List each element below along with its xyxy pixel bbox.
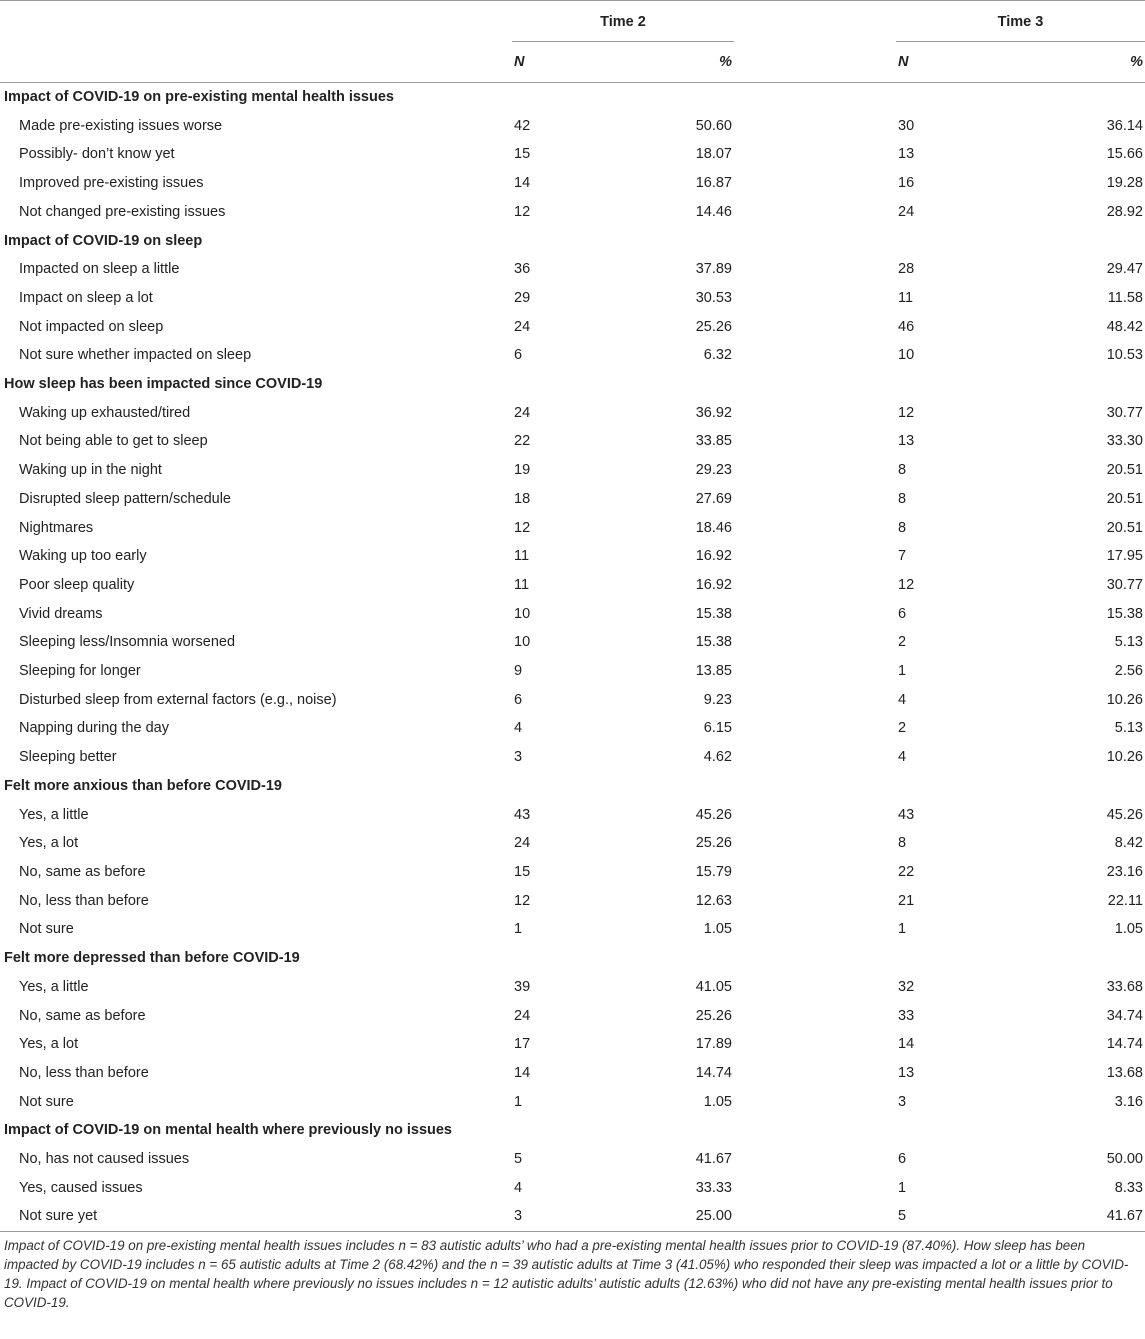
time3-pct-cell: 34.74: [1106, 1007, 1143, 1024]
time2-n-cell: 1: [514, 921, 523, 938]
row-label: Yes, a little: [19, 806, 89, 823]
time2-n-cell: 24: [514, 404, 531, 421]
time2-n-cell: 9: [514, 663, 523, 680]
time3-n-cell: 11: [898, 289, 914, 306]
row-label: Possibly- don’t know yet: [19, 146, 175, 163]
row-label: Disturbed sleep from external factors (e.g., noise): [19, 691, 337, 708]
time3-pct-cell: 45.26: [1106, 806, 1143, 823]
time2-n-cell: 4: [514, 720, 523, 737]
time3-n-cell: 46: [898, 318, 915, 335]
time3-n-cell: 3: [898, 1093, 907, 1110]
spacer-cell: [734, 112, 896, 141]
group-title: How sleep has been impacted since COVID-19: [4, 376, 323, 393]
time2-pct-cell: 45.26: [695, 806, 732, 823]
time2-pct-cell: 15.79: [695, 863, 732, 880]
spacer-cell: [734, 1174, 896, 1203]
time2-pct-cell: 25.26: [695, 835, 732, 852]
time2-pct-cell: 16.87: [695, 175, 732, 192]
time3-n-cell: 6: [898, 1151, 907, 1168]
time2-pct-cell: 25.26: [695, 1007, 732, 1024]
time2-pct-cell: 16.92: [695, 548, 732, 565]
time3-n-cell: 5: [896, 1202, 1006, 1231]
time3-pct-cell: 30.77: [1106, 404, 1143, 421]
time2-n-cell: 15: [514, 863, 531, 880]
table-row: [0, 313, 1145, 342]
spacer-cell: [734, 915, 896, 944]
row-label: Vivid dreams: [19, 605, 103, 622]
time2-pct-cell: 6.15: [703, 720, 732, 737]
time2-n-cell: 12: [514, 203, 531, 220]
table-row: [0, 858, 1145, 887]
row-label: Sleeping better: [19, 749, 117, 766]
time3-pct-cell: 5.13: [1114, 720, 1143, 737]
time3-pct-cell: 3.16: [1114, 1093, 1143, 1110]
group-header-row: [0, 944, 1145, 973]
time2-n-cell: 1: [514, 1093, 523, 1110]
row-label: Improved pre-existing issues: [19, 175, 204, 192]
group-header-row: [0, 772, 1145, 801]
row-label: Napping during the day: [19, 720, 169, 737]
spacer-cell: [734, 1059, 896, 1088]
time2-n-cell: 3: [514, 749, 523, 766]
table-row: [0, 255, 1145, 284]
row-label: Not sure yet: [0, 1202, 512, 1231]
time2-pct-cell: 6.32: [703, 347, 732, 364]
time3-n-cell: 1: [898, 663, 907, 680]
time3-pct-cell: 29.47: [1106, 261, 1143, 278]
time3-n-cell: 8: [898, 462, 907, 479]
time2-n-cell: 15: [514, 146, 531, 163]
spacer-cell: [734, 198, 896, 227]
spacer-cell: [734, 485, 896, 514]
spacer-cell: [734, 313, 896, 342]
time3-n-cell: 2: [898, 634, 907, 651]
time2-pct-cell: 41.05: [695, 978, 732, 995]
time3-pct-cell: 14.74: [1106, 1036, 1143, 1053]
time3-n-cell: 30: [898, 117, 915, 134]
time2-n-cell: 36: [514, 261, 531, 278]
spacer-cell: [734, 284, 896, 313]
time3-pct-cell: 5.13: [1114, 634, 1143, 651]
row-label: No, same as before: [19, 863, 146, 880]
row-label: No, less than before: [19, 892, 149, 909]
table-row: [0, 743, 1145, 772]
time2-pct-cell: 25.00: [622, 1202, 734, 1231]
time2-pct-cell: 18.07: [695, 146, 732, 163]
time2-pct-cell: 27.69: [695, 490, 732, 507]
time3-pct-cell: 20.51: [1106, 462, 1143, 479]
group-header-row: [0, 83, 1145, 112]
row-label: Waking up exhausted/tired: [19, 404, 191, 421]
column-header-row: [0, 42, 1145, 83]
table-row: [0, 571, 1145, 600]
group-title: Impact of COVID-19 on sleep: [4, 232, 203, 249]
table-row: [0, 169, 1145, 198]
table-row: [0, 198, 1145, 227]
time2-header: Time 2: [512, 1, 734, 42]
time2-n-cell: 14: [514, 175, 531, 192]
table-row: [0, 341, 1145, 370]
table-row: [0, 514, 1145, 543]
spacer-cell: [734, 1202, 896, 1231]
time2-pct-cell: 16.92: [695, 576, 732, 593]
time3-pct-cell: 20.51: [1106, 519, 1143, 536]
table-row: [0, 427, 1145, 456]
time3-pct-cell: 28.92: [1106, 203, 1143, 220]
time3-n-header: N: [898, 54, 909, 70]
spacer-cell: [734, 140, 896, 169]
time3-pct-cell: 2.56: [1114, 663, 1143, 680]
spacer-cell: [734, 456, 896, 485]
spacer-cell: [734, 542, 896, 571]
table-row: [0, 1059, 1145, 1088]
time3-pct-cell: 10.26: [1106, 691, 1143, 708]
time2-n-cell: 6: [514, 691, 523, 708]
row-label: Yes, a lot: [19, 1036, 79, 1053]
table-row: [0, 657, 1145, 686]
time2-n-cell: 14: [514, 1064, 531, 1081]
table-row: [0, 887, 1145, 916]
time2-n-cell: 17: [514, 1036, 531, 1053]
table-row: [0, 542, 1145, 571]
time2-pct-cell: 15.38: [695, 634, 732, 651]
time-header-row: [0, 1, 1145, 42]
time3-pct-cell: 41.67: [1006, 1202, 1145, 1231]
time3-n-cell: 7: [898, 548, 907, 565]
time3-n-cell: 1: [898, 1179, 907, 1196]
table-row: [0, 399, 1145, 428]
spacer-cell: [734, 858, 896, 887]
time3-n-cell: 8: [898, 835, 907, 852]
time3-pct-cell: 8.33: [1114, 1179, 1143, 1196]
time2-n-cell: 11: [514, 548, 530, 565]
spacer-cell: [734, 1030, 896, 1059]
time2-n-cell: 24: [514, 1007, 531, 1024]
time3-pct-header: %: [1130, 54, 1143, 70]
table-footnote: Impact of COVID-19 on pre-existing mental health issues includes n = 83 autistic adults’ who had a pre-existing mental health issues prior to COVID-19 (87.40%). How sleep has been impacted by COVID-19 includes n = 65 autistic adults at Time 2 (68.42%) and the n = 39 autistic adults at Time 3 (41.05%) who responded their sleep was impacted a lot or a little by COVID-19. Impact of COVID-19 on mental health where previously no issues includes n = 12 autistic adults’ autistic adults (12.63%) who did not have any pre-existing mental health issues prior to COVID-19.: [4, 1238, 1129, 1311]
table-body: [0, 83, 1145, 1232]
time3-n-cell: 22: [898, 863, 915, 880]
time3-n-cell: 43: [898, 806, 915, 823]
time3-pct-cell: 19.28: [1106, 175, 1143, 192]
time2-n-cell: 3: [512, 1202, 622, 1231]
group-header-row: [0, 227, 1145, 256]
time3-pct-cell: 13.68: [1106, 1064, 1143, 1081]
time2-pct-cell: 29.23: [695, 462, 732, 479]
table-row: [0, 829, 1145, 858]
time3-pct-cell: 20.51: [1106, 490, 1143, 507]
time3-pct-cell: 36.14: [1106, 117, 1143, 134]
time2-pct-cell: 50.60: [695, 117, 732, 134]
spacer-cell: [734, 714, 896, 743]
spacer-cell: [734, 1145, 896, 1174]
time3-n-cell: 13: [898, 433, 915, 450]
time3-pct-cell: 33.30: [1106, 433, 1143, 450]
time3-n-cell: 10: [898, 347, 915, 364]
table-row: [0, 112, 1145, 141]
spacer-cell: [734, 801, 896, 830]
time2-pct-header: %: [719, 54, 732, 70]
time2-n-cell: 4: [514, 1179, 523, 1196]
time3-n-cell: 4: [898, 749, 907, 766]
time3-pct-cell: 8.42: [1114, 835, 1143, 852]
time2-pct-cell: 4.62: [703, 749, 732, 766]
row-label: Disrupted sleep pattern/schedule: [19, 490, 231, 507]
time3-n-cell: 13: [898, 146, 915, 163]
row-label: Yes, a little: [19, 978, 89, 995]
spacer-cell: [734, 571, 896, 600]
row-label: Not sure: [19, 1093, 74, 1110]
time2-n-cell: 24: [514, 835, 531, 852]
table-row: [0, 485, 1145, 514]
time3-n-cell: 14: [898, 1036, 915, 1053]
time3-header: Time 3: [896, 1, 1145, 42]
spacer-cell: [734, 628, 896, 657]
table-row: [0, 1088, 1145, 1117]
table-row: [0, 801, 1145, 830]
time3-n-cell: 33: [898, 1007, 915, 1024]
spacer-cell: [734, 973, 896, 1002]
group-title: Felt more anxious than before COVID-19: [4, 777, 282, 794]
row-label: Yes, caused issues: [19, 1179, 143, 1196]
row-label: Made pre-existing issues worse: [19, 117, 223, 134]
table-row: [0, 284, 1145, 313]
spacer-cell: [734, 169, 896, 198]
time3-pct-cell: 10.26: [1106, 749, 1143, 766]
time3-n-cell: 1: [898, 921, 907, 938]
time2-n-cell: 42: [514, 117, 531, 134]
time2-pct-cell: 1.05: [703, 1093, 732, 1110]
spacer-cell: [734, 600, 896, 629]
time3-pct-cell: 15.38: [1106, 605, 1143, 622]
time2-pct-cell: 15.38: [695, 605, 732, 622]
row-label: Not impacted on sleep: [19, 318, 164, 335]
time2-n-cell: 43: [514, 806, 531, 823]
row-label: Sleeping less/Insomnia worsened: [19, 634, 236, 651]
table-row: [0, 714, 1145, 743]
time2-pct-cell: 9.23: [703, 691, 732, 708]
row-label: Sleeping for longer: [19, 663, 141, 680]
row-label: No, less than before: [19, 1064, 149, 1081]
time2-n-cell: 22: [514, 433, 531, 450]
table-row: [0, 915, 1145, 944]
time3-n-cell: 8: [898, 490, 907, 507]
time2-pct-cell: 25.26: [695, 318, 732, 335]
time3-pct-cell: 23.16: [1106, 863, 1143, 880]
spacer-cell: [734, 341, 896, 370]
time2-pct-cell: 17.89: [695, 1036, 732, 1053]
time3-n-cell: 32: [898, 978, 915, 995]
time3-n-cell: 4: [898, 691, 907, 708]
row-label: Not being able to get to sleep: [19, 433, 208, 450]
time3-pct-cell: 10.53: [1106, 347, 1143, 364]
time2-pct-cell: 33.33: [695, 1179, 732, 1196]
table-row: [0, 456, 1145, 485]
spacer-cell: [734, 399, 896, 428]
time3-n-cell: 16: [898, 175, 915, 192]
time2-pct-cell: 37.89: [695, 261, 732, 278]
spacer-cell: [734, 427, 896, 456]
time3-n-cell: 12: [898, 404, 915, 421]
row-label: Impacted on sleep a little: [19, 261, 180, 278]
group-title: Felt more depressed than before COVID-19: [4, 950, 300, 967]
time3-n-cell: 2: [898, 720, 907, 737]
row-label: Not sure: [19, 921, 74, 938]
time3-pct-cell: 15.66: [1106, 146, 1143, 163]
table-row: [0, 973, 1145, 1002]
time2-pct-cell: 33.85: [695, 433, 732, 450]
row-label: Not sure whether impacted on sleep: [19, 347, 252, 364]
time2-pct-cell: 13.85: [695, 663, 732, 680]
table-row: [0, 1145, 1145, 1174]
time3-n-cell: 28: [898, 261, 915, 278]
time3-pct-cell: 30.77: [1106, 576, 1143, 593]
time2-n-header: N: [514, 54, 525, 70]
group-header-row: [0, 370, 1145, 399]
table-row: [0, 1030, 1145, 1059]
time2-n-cell: 24: [514, 318, 531, 335]
table-row: [0, 686, 1145, 715]
time3-n-cell: 24: [898, 203, 915, 220]
spacer-cell: [734, 887, 896, 916]
table-row: [0, 1202, 1145, 1231]
group-header-row: [0, 1116, 1145, 1145]
time2-n-cell: 19: [514, 462, 531, 479]
time2-pct-cell: 18.46: [695, 519, 732, 536]
spacer-cell: [734, 743, 896, 772]
time2-pct-cell: 12.63: [695, 892, 732, 909]
spacer-cell: [734, 829, 896, 858]
spacer-cell: [734, 657, 896, 686]
time2-n-cell: 10: [514, 634, 531, 651]
time3-n-cell: 8: [898, 519, 907, 536]
time3-n-cell: 21: [898, 892, 915, 909]
row-label: Yes, a lot: [19, 835, 79, 852]
time2-pct-cell: 14.46: [695, 203, 732, 220]
spacer-cell: [734, 514, 896, 543]
spacer-cell: [734, 686, 896, 715]
time3-pct-cell: 17.95: [1106, 548, 1143, 565]
time3-n-cell: 6: [898, 605, 907, 622]
time3-pct-cell: 50.00: [1106, 1151, 1143, 1168]
time2-n-cell: 11: [514, 576, 530, 593]
row-label: Waking up too early: [19, 548, 147, 565]
table-row: [0, 140, 1145, 169]
row-label: Impact on sleep a lot: [19, 289, 153, 306]
table-row: [0, 1002, 1145, 1031]
group-title: Impact of COVID-19 on mental health where previously no issues: [4, 1122, 452, 1139]
time2-pct-cell: 30.53: [695, 289, 732, 306]
table-row: [0, 600, 1145, 629]
time2-n-cell: 5: [514, 1151, 523, 1168]
time3-pct-cell: 33.68: [1106, 978, 1143, 995]
row-label: No, same as before: [19, 1007, 146, 1024]
time2-pct-cell: 14.74: [695, 1064, 732, 1081]
group-title: Impact of COVID-19 on pre-existing mental health issues: [4, 89, 394, 105]
time2-n-cell: 12: [514, 519, 531, 536]
time2-pct-cell: 36.92: [695, 404, 732, 421]
time3-n-cell: 13: [898, 1064, 915, 1081]
spacer-cell: [734, 1002, 896, 1031]
time2-n-cell: 10: [514, 605, 531, 622]
row-label: Nightmares: [19, 519, 94, 536]
table-row: [0, 1174, 1145, 1203]
spacer-cell: [734, 1088, 896, 1117]
row-label: Not changed pre-existing issues: [19, 203, 226, 220]
row-label: Poor sleep quality: [19, 576, 135, 593]
spacer-cell: [734, 255, 896, 284]
time2-pct-cell: 1.05: [703, 921, 732, 938]
table-row: [0, 628, 1145, 657]
time2-n-cell: 6: [514, 347, 523, 364]
time3-pct-cell: 22.11: [1107, 892, 1143, 909]
time3-pct-cell: 1.05: [1114, 921, 1143, 938]
time3-n-cell: 12: [898, 576, 915, 593]
time2-n-cell: 39: [514, 978, 531, 995]
row-label: Waking up in the night: [19, 462, 162, 479]
time2-n-cell: 12: [514, 892, 531, 909]
time2-pct-cell: 41.67: [695, 1151, 732, 1168]
time3-pct-cell: 11.58: [1107, 289, 1143, 306]
time2-n-cell: 18: [514, 490, 531, 507]
time2-n-cell: 29: [514, 289, 531, 306]
time3-pct-cell: 48.42: [1106, 318, 1143, 335]
row-label: No, has not caused issues: [19, 1151, 190, 1168]
